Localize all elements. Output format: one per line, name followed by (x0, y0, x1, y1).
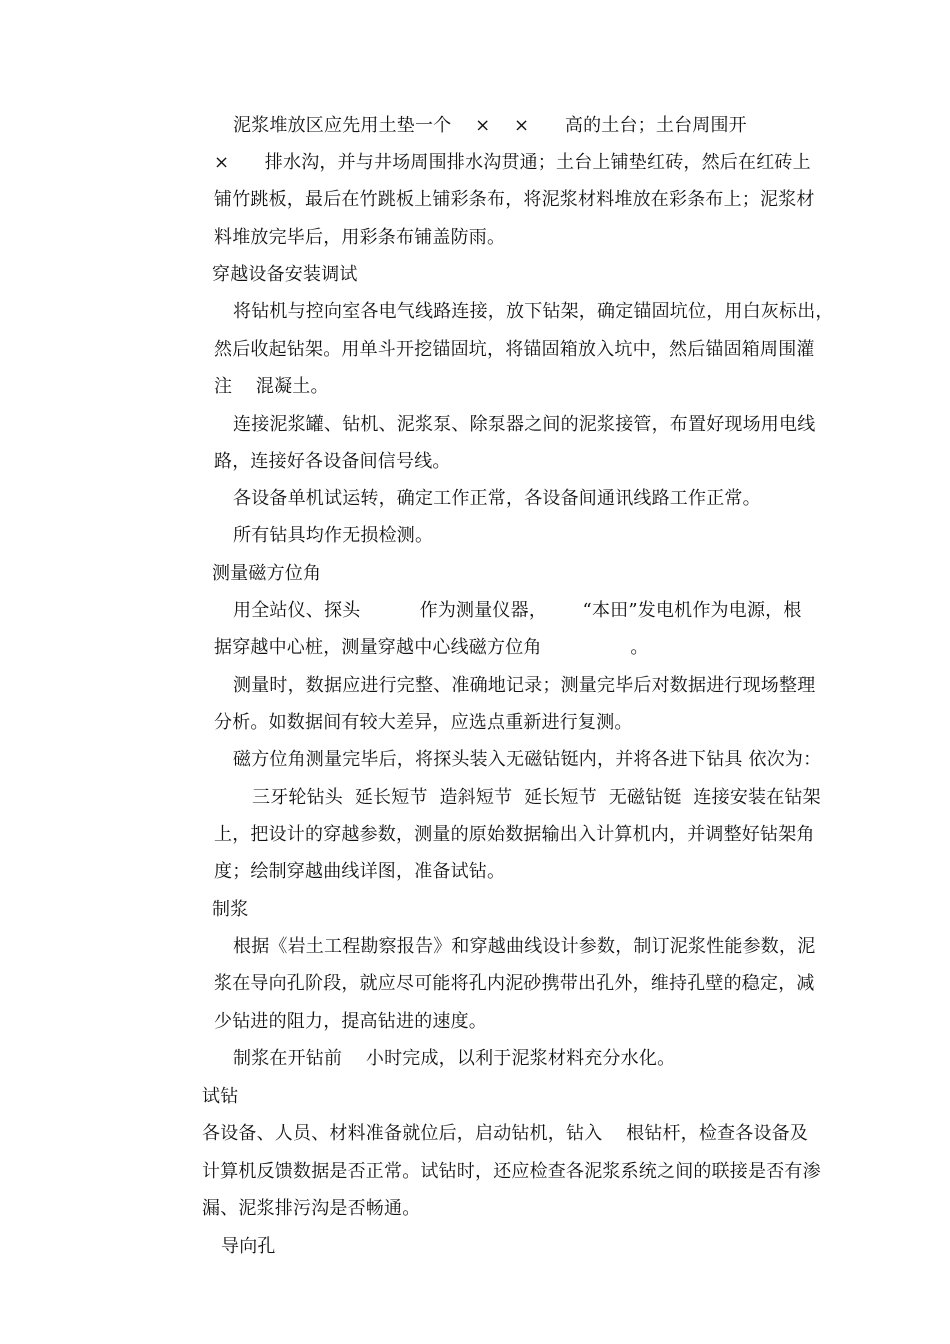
paragraph-line: 制浆在开钻前 小时完成，以利于泥浆材料充分水化。 (233, 1048, 676, 1069)
section-heading: 试钻 (202, 1086, 239, 1107)
paragraph-line: 计算机反馈数据是否正常。试钻时，还应检查各泥浆系统之间的联接是否有渗 (202, 1161, 821, 1182)
paragraph-line: 据穿越中心桩，测量穿越中心线磁方位角 。 (214, 637, 649, 658)
paragraph-line: 三牙轮钻头 延长短节 造斜短节 延长短节 无磁钻铤 连接安装在钻架 (252, 787, 821, 808)
paragraph-line: 漏、泥浆排污沟是否畅通。 (202, 1198, 421, 1219)
paragraph-line: 各设备、人员、材料准备就位后，启动钻机，钻入 根钻杆，检查各设备及 (202, 1123, 809, 1144)
paragraph-line: 注 混凝土。 (214, 376, 329, 397)
paragraph-line: 磁方位角测量完毕后，将探头装入无磁钻铤内，并将各进下钻具 依次为： (233, 749, 822, 770)
paragraph-line: 路，连接好各设备间信号线。 (214, 451, 451, 472)
section-heading: 测量磁方位角 (212, 563, 322, 584)
paragraph-line: 铺竹跳板，最后在竹跳板上铺彩条布，将泥浆材料堆放在彩条布上；泥浆材 (214, 189, 815, 210)
paragraph-line: 泥浆堆放区应先用土垫一个 × × 高的土台；土台周围开 (233, 115, 747, 136)
paragraph-line: 上，把设计的穿越参数，测量的原始数据输出入计算机内，并调整好钻架角 (214, 824, 815, 845)
paragraph-line: 根据《岩土工程勘察报告》和穿越曲线设计参数，制订泥浆性能参数，泥 (233, 936, 816, 957)
section-heading: 穿越设备安装调试 (212, 264, 358, 285)
paragraph-line: 度；绘制穿越曲线详图，准备试钻。 (214, 861, 506, 882)
paragraph-line: 分析。如数据间有较大差异，应选点重新进行复测。 (214, 712, 633, 733)
paragraph-line: 所有钻具均作无损检测。 (233, 525, 434, 546)
paragraph-line: 少钻进的阻力，提高钻进的速度。 (214, 1011, 487, 1032)
paragraph-line: 各设备单机试运转，确定工作正常，各设备间通讯线路工作正常。 (233, 488, 761, 509)
paragraph-line: 用全站仪、探头 作为测量仪器， “本田”发电机作为电源，根 (233, 600, 802, 621)
paragraph-line: 连接泥浆罐、钻机、泥浆泵、除泵器之间的泥浆接管，布置好现场用电线 (233, 414, 816, 435)
paragraph-line: × 排水沟，并与井场周围排水沟贯通；土台上铺垫红砖，然后在红砖上 (214, 152, 811, 173)
paragraph-line: 然后收起钻架。用单斗开挖锚固坑，将锚固箱放入坑中，然后锚固箱周围灌 (214, 339, 815, 360)
paragraph-line: 浆在导向孔阶段，就应尽可能将孔内泥砂携带出孔外，维持孔壁的稳定，减 (214, 973, 815, 994)
paragraph-line: 料堆放完毕后，用彩条布铺盖防雨。 (214, 227, 506, 248)
section-heading: 制浆 (212, 899, 249, 920)
paragraph-line: 测量时，数据应进行完整、准确地记录；测量完毕后对数据进行现场整理 (233, 675, 816, 696)
paragraph-line: 将钻机与控向室各电气线路连接，放下钻架，确定锚固坑位，用白灰标出， (233, 301, 834, 322)
section-heading: 导向孔 (221, 1236, 276, 1257)
